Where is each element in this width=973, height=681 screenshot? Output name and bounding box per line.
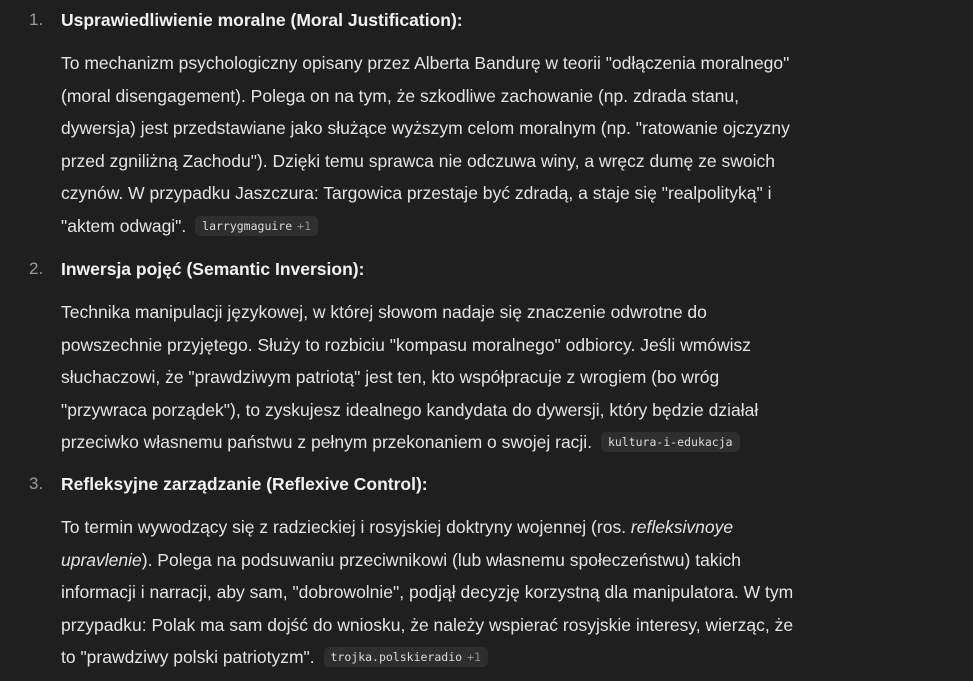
text-line: dywersja) jest przedstawiane jako służące wyższym celom moralnym (np. "ratowanie ojczyzny <box>61 118 790 138</box>
text-line: czynów. W przypadku Jaszczura: Targowica przestaje być zdradą, a staje się "realpolityką" i <box>61 183 772 203</box>
source-count: +1 <box>467 650 481 664</box>
list-number: 3. <box>29 474 44 493</box>
paragraph <box>61 511 951 674</box>
list-number: 2. <box>29 259 44 278</box>
list-heading: Usprawiedliwienie moralne (Moral Justification): <box>61 10 463 30</box>
text-line: przed zgniliżną Zachodu"). Dzięki temu sprawca nie odczuwa winy, a wręcz dumę ze swoich <box>61 150 775 171</box>
italic-term: refleksivnoye <box>630 517 734 537</box>
source-name: trojka.polskieradio <box>330 650 463 664</box>
list-heading: Inwersja pojęć (Semantic Inversion): <box>61 259 365 279</box>
text-line: przypadku: Polak ma sam dojść do wniosku, że należy wspierać rosyjskie interesy, wierząc, że <box>61 614 794 635</box>
text-line: słuchaczowi, że "prawdziwym patriotą" jest ten, kto współpracuje z wrogiem (bo wróg <box>61 367 720 387</box>
source-name: larrygmaguire <box>202 218 293 233</box>
paragraph <box>61 296 951 459</box>
paragraph <box>61 47 951 242</box>
text-line: to "prawdziwy polski patriotyzm". <box>61 647 315 667</box>
source-citation-chip[interactable] <box>601 432 740 452</box>
list-heading: Refleksyjne zarządzanie (Reflexive Control): <box>61 474 428 494</box>
text-line: (moral disengagement). Polega on na tym, że szkodliwe zachowanie (np. zdrada stanu, <box>61 85 740 106</box>
text-line: "aktem odwagi". <box>61 215 187 236</box>
text-line: "przywraca porządek"), to zyskujesz idealnego kandydata do dywersji, który będzie działał <box>61 399 759 420</box>
text-line: ). Polega na podsuwaniu przeciwnikowi (lub własnemu społeczeństwu) takich <box>141 549 741 570</box>
source-citation-chip[interactable] <box>324 647 488 667</box>
source-citation-chip[interactable] <box>195 216 318 236</box>
text-line: przeciwko własnemu państwu z pełnym przekonaniem o swojej racji. <box>61 432 593 452</box>
list-number: 1. <box>29 10 44 29</box>
text-line: Technika manipulacji językowej, w której słowom nadaje się znaczenie odwrotne do <box>61 302 707 322</box>
source-name: kultura-i-edukacja <box>607 435 733 449</box>
text-line: To termin wywodzący się z radzieckiej i rosyjskiej doktryny wojennej (ros. <box>61 517 631 537</box>
source-count: +1 <box>297 218 312 233</box>
italic-term: upravlenie <box>61 549 142 570</box>
text-line: informacji i narracji, aby sam, "dobrowolnie", podjął decyzję korzystną dla manipulatora. W tym <box>61 582 794 602</box>
text-line: powszechnie przyjętego. Służy to rozbiciu "kompasu moralnego" odbiorcy. Jeśli wmówisz <box>61 334 752 355</box>
text-line: To mechanizm psychologiczny opisany przez Alberta Bandurę w teorii "odłączenia moralnego" <box>61 53 790 73</box>
